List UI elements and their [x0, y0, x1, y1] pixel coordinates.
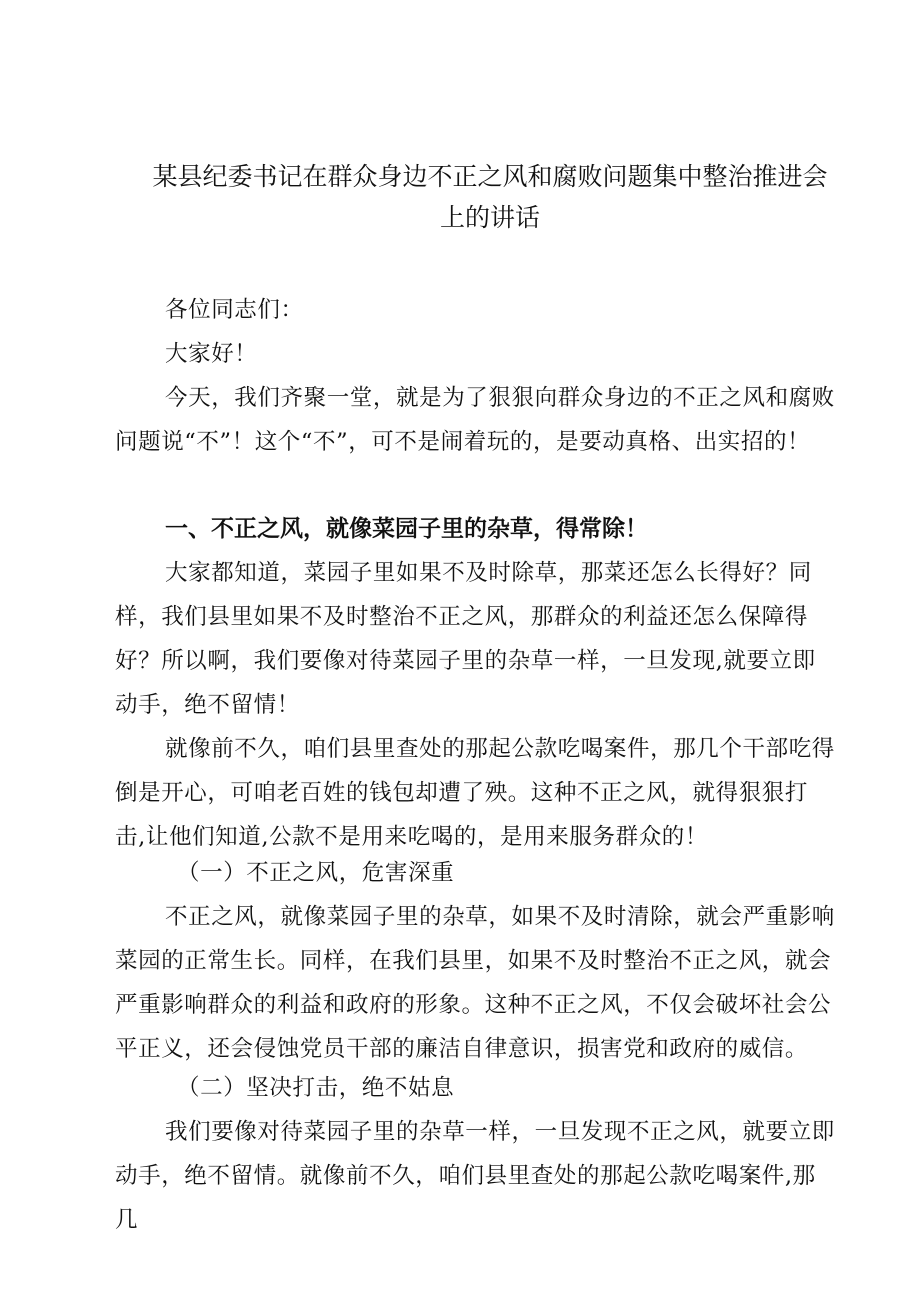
section1-heading: 一、不正之风，就像菜园子里的杂草，得常除！ [165, 516, 648, 542]
hello: 大家好！ [165, 341, 258, 367]
document-title: 某县纪委书记在群众身边不正之风和腐败问题集中整治推进会上的讲话 [152, 162, 828, 232]
intro-paragraph: 今天，我们齐聚一堂，就是为了狠狠向群众身边的不正之风和腐败问题说“不”！这个“不”，可不是闹着玩的，是要动真格、出实招的！ [115, 385, 835, 455]
subsection1-heading: （一）不正之风，危害深重 [177, 860, 455, 886]
section1-paragraph-1: 大家都知道，菜园子里如果不及时除草，那菜还怎么长得好？同样，我们县里如果不及时整治不正之风，那群众的利益还怎么保障得好？所以啊，我们要像对待菜园子里的杂草一样，一旦发现,就要立即动手，绝不留情！ [115, 560, 816, 718]
greeting: 各位同志们： [165, 297, 304, 323]
section1-paragraph-2: 就像前不久，咱们县里查处的那起公款吃喝案件，那几个干部吃得倒是开心，可咱老百姓的钱包却遭了殃。这种不正之风，就得狠狠打击,让他们知道,公款不是用来吃喝的，是用来服务群众的！ [115, 736, 835, 850]
subsection2-heading: （二）坚决打击，绝不姑息 [177, 1075, 455, 1101]
subsection1-paragraph: 不正之风，就像菜园子里的杂草，如果不及时清除，就会严重影响菜园的正常生长。同样，在我们县里，如果不及时整治不正之风，就会严重影响群众的利益和政府的形象。这种不正之风，不仅会破坏社会公平正义，还会侵蚀党员干部的廉洁自律意识，损害党和政府的威信。 [115, 904, 835, 1062]
subsection2-paragraph: 我们要像对待菜园子里的杂草一样，一旦发现不正之风，就要立即动手，绝不留情。就像前不久，咱们县里查处的那起公款吃喝案件,那几 [115, 1119, 835, 1233]
